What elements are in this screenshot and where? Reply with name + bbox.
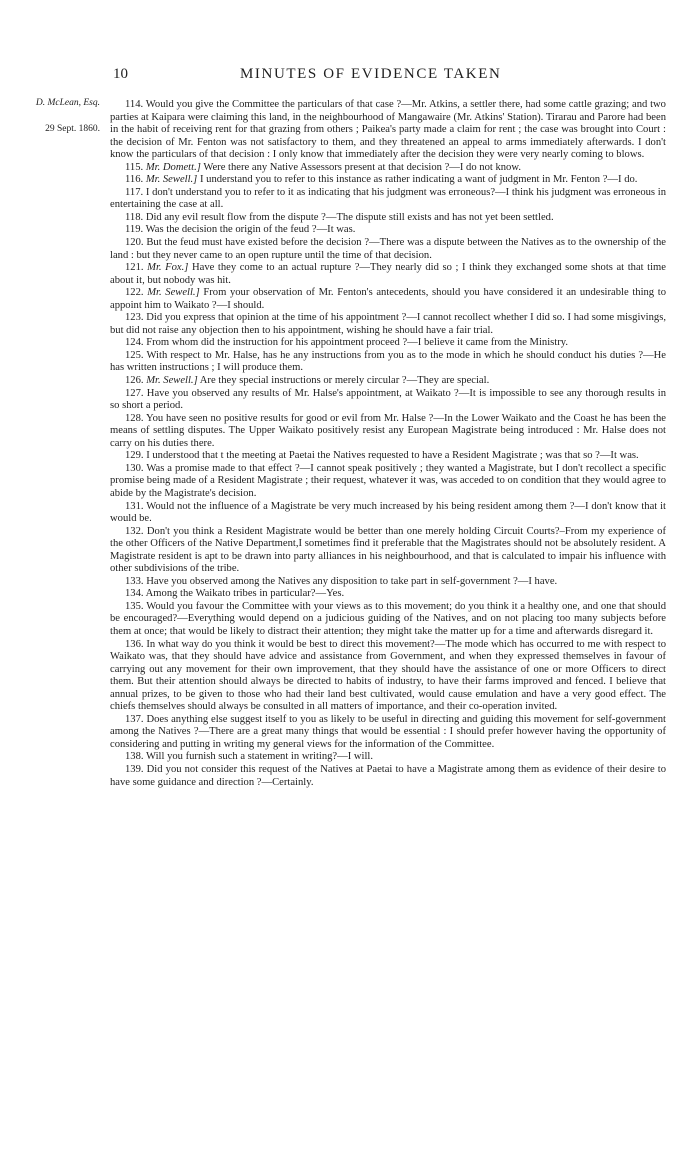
question-number: 114. — [125, 99, 144, 110]
question-text: Did you not consider this request of the Natives at Paetai to have a Magistrate among them as evidence of their desire to have some guidance and direction ?—Certainly. — [110, 763, 666, 788]
question-paragraph — [110, 576, 666, 589]
question-paragraph — [110, 764, 666, 789]
question-speaker: Mr. Domett.] — [145, 161, 201, 173]
question-paragraph — [110, 375, 666, 388]
question-text: Have you observed any results of Mr. Halse's appointment, at Waikato ?—It is impossible to see any thorough results in so short a period. — [110, 387, 666, 412]
question-number: 116. — [125, 174, 144, 186]
question-speaker: Mr. Sewell.] — [145, 174, 198, 186]
question-number: 138. — [125, 751, 144, 763]
question-number: 117. — [125, 186, 144, 198]
question-text: In what way do you think it would be best to direct this movement?—The mode which has occurred to me with respect to Waikato was, that they should have advice and assistance from Government, and when they expressed themselves in favour of carrying out any movement for their own improvement, that they should have the assistance of one or more Officers to direct them. But their attention should always be directed to habits of industry, to have their farms improved and fenced. I believe that annual prizes, to be given to those who had their land best cultivated, would cause emulation and have a very good effect. The chiefs themselves should always be consulted in all matters of importance, and their co-operation invited. — [110, 638, 666, 713]
question-text: Have you observed among the Natives any disposition to take part in self-government ?—I have. — [146, 575, 558, 587]
question-text: Are they special instructions or merely circular ?—They are special. — [199, 375, 490, 387]
question-number: 123. — [125, 312, 144, 324]
question-text: I understand you to refer to this instance as rather indicating a want of judgment in Mr. Fenton ?—I do. — [199, 174, 638, 186]
question-number: 124. — [125, 337, 144, 349]
question-text: Would you give the Committee the particulars of that case ?—Mr. Atkins, a settler there, had some cattle grazing; and two parties at Kaipara were claiming this land, in the neighbourhood of Mangawaire (Mr. Atkins' Station). Tirarau and Parore had been in the habit of receiving rent for that grazing from others ; Paikea's party made a claim for rent ; the case was brought into Court : the decision of Mr. Fenton was not satisfactory to them, and they threatened an appeal to arms immediately afterwards. I don't know the particulars of that decision : I only know that immediately after the decision they were very nearly coming to blows. — [110, 99, 666, 161]
question-speaker: Mr. Fox.] — [147, 262, 189, 274]
question-text: Did you express that opinion at the time of his appointment ?—I cannot recollect whether I did so. I had some misgivings, but did not raise any objection then to his appointment, wishing he should have a fair trial. — [110, 312, 666, 336]
question-text: From whom did the instruction for his appointment proceed ?—I believe it came from the Ministry. — [146, 337, 568, 349]
margin-date: 29 Sept. 1860. — [45, 124, 100, 134]
question-text: Were there any Native Assessors present at that decision ?—I do not know. — [203, 161, 521, 173]
question-paragraph — [110, 287, 666, 312]
question-text: Was the decision the origin of the feud ?—It was. — [145, 224, 356, 236]
question-paragraph — [110, 212, 666, 225]
question-paragraph — [110, 751, 666, 764]
question-number: 132. — [125, 525, 144, 537]
question-number: 115. — [125, 161, 144, 173]
question-paragraph — [110, 162, 666, 175]
question-text: I don't understand you to refer to it as indicating that his judgment was erroneous?—I think his judgment was erroneous in entertaining the case at all. — [110, 186, 666, 211]
question-paragraph — [110, 99, 666, 162]
question-paragraph — [110, 224, 666, 237]
question-speaker: Mr. Sewell.] — [146, 375, 198, 387]
question-number: 137. — [125, 713, 144, 725]
question-paragraph — [110, 714, 666, 752]
question-paragraph — [110, 187, 666, 212]
question-number: 126. — [125, 375, 144, 387]
question-paragraph — [110, 501, 666, 526]
question-text: But the feud must have existed before the decision ?—There was a dispute between the Natives as to the ownership of the land : but they never came to an open rupture until the time of that decision. — [110, 237, 666, 261]
question-paragraph — [110, 262, 666, 287]
question-number: 120. — [125, 237, 144, 249]
question-number: 139. — [125, 763, 144, 775]
question-number: 118. — [125, 211, 144, 223]
question-paragraph — [110, 312, 666, 337]
question-number: 134. — [125, 588, 144, 600]
question-text: Would you favour the Committee with your views as to this movement; do you think it a healthy one, and one that should be encouraged?—Everything would depend on a judicious guiding of the Natives, and on not placing too many subjects before them at once; that would be likely to distract their attention; they might take the matter up for a time and afterwards disregard it. — [110, 600, 666, 637]
question-paragraph — [110, 388, 666, 413]
evidence-body — [110, 99, 666, 789]
question-number: 119. — [125, 224, 144, 236]
question-paragraph — [110, 350, 666, 375]
question-text: Does anything else suggest itself to you as likely to be useful in directing and guiding this movement for self-government among the Natives ?—There are a great many things that would be essential : I should prefer however having the opportunity of considering and putting in writing my general views for the information of the Committee. — [110, 713, 666, 750]
question-number: 133. — [125, 575, 144, 587]
question-number: 121. — [125, 262, 144, 274]
question-text: Will you furnish such a statement in writing?—I will. — [146, 751, 374, 763]
question-paragraph — [110, 588, 666, 601]
question-number: 128. — [125, 412, 144, 424]
question-number: 135. — [125, 600, 144, 612]
question-paragraph — [110, 639, 666, 714]
question-number: 130. — [125, 462, 144, 474]
page-number: 10 — [113, 66, 128, 82]
question-paragraph — [110, 450, 666, 463]
question-number: 127. — [125, 387, 144, 399]
question-number: 122. — [125, 287, 144, 299]
question-text: With respect to Mr. Halse, has he any instructions from you as to the mode in which he should conduct his duties ?—He has written instructions ; I will produce them. — [110, 349, 666, 374]
question-text: You have seen no positive results for good or evil from Mr. Halse ?—In the Lower Waikato and the Coast he has been the means of settling disputes. The Upper Waikato positively resist any European Magistrate being introduced : Mr. Halse does not carry on his duties there. — [110, 412, 666, 449]
question-number: 131. — [125, 500, 144, 512]
question-text: Among the Waikato tribes in particular?—Yes. — [145, 588, 345, 600]
margin-witness-name: D. McLean, Esq. — [35, 98, 100, 108]
question-paragraph — [110, 601, 666, 639]
question-paragraph — [110, 237, 666, 262]
question-number: 125. — [125, 349, 144, 361]
question-paragraph — [110, 526, 666, 576]
question-text: Have they come to an actual rupture ?—They nearly did so ; I think they exchanged some shots at that time about it, but nobody was hit. — [110, 262, 667, 286]
question-number: 136. — [125, 638, 144, 650]
running-head: MINUTES OF EVIDENCE TAKEN — [240, 66, 502, 82]
question-number: 129. — [125, 450, 144, 462]
question-paragraph — [110, 337, 666, 350]
question-text: I understood that t the meeting at Paetai the Natives requested to have a Resident Magistrate ; was that so ?—It was. — [146, 450, 639, 462]
question-speaker: Mr. Sewell.] — [147, 287, 200, 299]
question-text: From your observation of Mr. Fenton's antecedents, should you have considered it an undesirable thing to appoint him to Waikato ?—I should. — [110, 287, 666, 311]
question-text: Don't you think a Resident Magistrate would be better than one merely holding Circuit Courts?–From my experience of the other Officers of the Native Department,I sometimes find it preferable that the Magistrates should not be absolutely resident. A Magistrate resident is apt to be drawn into party alliances in his neighbourhood, and that is calculated to impair his influence with other subdivisions of the tribe. — [110, 525, 666, 575]
question-paragraph — [110, 463, 666, 501]
question-text: Did any evil result flow from the dispute ?—The dispute still exists and has not yet been settled. — [145, 211, 554, 223]
question-text: Would not the influence of a Magistrate be very much increased by his being resident among them ?—I don't know that it would be. — [110, 500, 666, 525]
question-paragraph — [110, 174, 666, 187]
question-text: Was a promise made to that effect ?—I cannot speak positively ; they wanted a Magistrate, but I don't recollect a specific promise being made of a Resident Magistrate ; their request, whatever it was, was acceded to on condition that they would agree to abide by the Magistrate's decision. — [110, 462, 666, 499]
question-paragraph — [110, 413, 666, 451]
